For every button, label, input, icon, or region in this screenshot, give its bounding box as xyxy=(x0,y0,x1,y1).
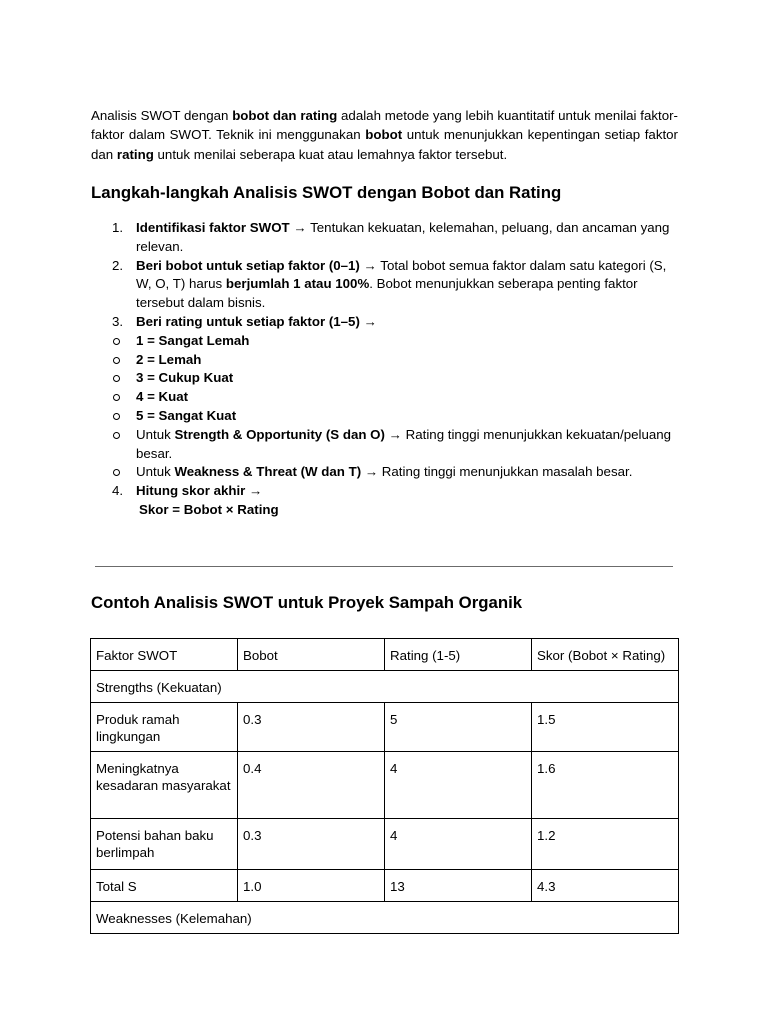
rating-scale-label: 4 = Kuat xyxy=(136,389,189,405)
step-text: → xyxy=(245,483,263,499)
score-cell: 1.5 xyxy=(532,703,679,752)
rating-scale-label: 5 = Sangat Kuat xyxy=(136,407,237,423)
steps-heading: Langkah-langkah Analisis SWOT dengan Bobot dan Rating xyxy=(91,183,562,202)
score-formula: Skor = Bobot × Rating xyxy=(139,501,279,517)
step-item xyxy=(91,482,681,520)
intro-text-3: untuk menunjukkan kepentingan setiap faktor dan xyxy=(91,127,678,162)
intro-text-4: untuk menilai seberapa kuat atau lemahnya faktor tersebut. xyxy=(153,146,508,162)
step-bold: Hitung skor akhir xyxy=(136,483,246,499)
weight-cell: 1.0 xyxy=(238,870,385,902)
step-text-2: . Bobot menunjukkan seberapa penting faktor tersebut dalam bisnis. xyxy=(136,276,638,311)
rating-scale-label: 3 = Cukup Kuat xyxy=(136,370,234,386)
step-bold: Beri bobot untuk setiap faktor (0–1) xyxy=(136,257,360,273)
rating-cell: 4 xyxy=(385,819,532,870)
section-row-strengths xyxy=(91,671,679,703)
intro-bold-1: bobot dan rating xyxy=(232,108,338,123)
rating-scale-label: 2 = Lemah xyxy=(136,351,202,367)
header-cell: Skor (Bobot × Rating) xyxy=(532,639,679,671)
step-number: 4. xyxy=(112,483,124,499)
table-row xyxy=(91,752,679,819)
intro-paragraph xyxy=(91,106,678,164)
rating-note-item xyxy=(91,463,681,482)
step-number: 3. xyxy=(112,313,124,329)
swot-table xyxy=(90,638,679,934)
factor-cell: Potensi bahan baku berlimpah xyxy=(91,819,238,870)
rating-note-bold: Weakness & Threat (W dan T) xyxy=(174,464,362,480)
table-row xyxy=(91,703,679,752)
score-cell: 4.3 xyxy=(532,870,679,902)
table-row xyxy=(91,819,679,870)
hollow-bullet-icon xyxy=(113,413,120,420)
header-cell: Faktor SWOT xyxy=(91,639,238,671)
weight-cell: 0.3 xyxy=(238,703,385,752)
step-bold: Identifikasi faktor SWOT xyxy=(136,220,290,235)
rating-scale-item xyxy=(91,407,681,426)
intro-text-2: adalah metode yang lebih kuantitatif untuk menilai faktor-faktor dalam SWOT. Teknik ini menggunakan xyxy=(91,108,678,143)
factor-cell: Total S xyxy=(91,870,238,902)
factor-cell: Meningkatnya kesadaran masyarakat xyxy=(91,752,238,819)
rating-note-bold: Strength & Opportunity (S dan O) xyxy=(174,426,385,442)
rating-scale-item xyxy=(91,351,681,370)
horizontal-divider xyxy=(95,566,673,567)
header-cell: Bobot xyxy=(238,639,385,671)
total-row xyxy=(91,870,679,902)
rating-cell: 4 xyxy=(385,752,532,819)
rating-note-pre: Untuk xyxy=(136,426,175,442)
score-cell: 1.2 xyxy=(532,819,679,870)
hollow-bullet-icon xyxy=(113,357,120,364)
rating-note-pre: Untuk xyxy=(136,464,175,480)
step-item xyxy=(91,219,681,257)
section-row-weaknesses xyxy=(91,902,679,934)
step-bold-2: berjumlah 1 atau 100% xyxy=(225,276,370,292)
rating-cell: 13 xyxy=(385,870,532,902)
hollow-bullet-icon xyxy=(113,338,120,345)
example-heading: Contoh Analisis SWOT untuk Proyek Sampah Organik xyxy=(91,593,523,612)
rating-note-item xyxy=(91,426,681,464)
rating-scale-item xyxy=(91,388,681,407)
step-number: 2. xyxy=(112,257,124,273)
hollow-bullet-icon xyxy=(113,375,120,382)
hollow-bullet-icon xyxy=(113,432,120,439)
steps-list xyxy=(91,219,681,520)
step-item xyxy=(91,313,681,332)
rating-scale-item xyxy=(91,332,681,351)
section-label: Weaknesses (Kelemahan) xyxy=(91,902,679,934)
rating-note-post: → Rating tinggi menunjukkan masalah besar. xyxy=(361,464,633,480)
hollow-bullet-icon xyxy=(113,469,120,476)
rating-cell: 5 xyxy=(385,703,532,752)
intro-bold-2: bobot xyxy=(365,127,403,143)
step-item xyxy=(91,257,681,313)
header-cell: Rating (1-5) xyxy=(385,639,532,671)
factor-cell: Produk ramah lingkungan xyxy=(91,703,238,752)
weight-cell: 0.4 xyxy=(238,752,385,819)
intro-bold-3: rating xyxy=(116,146,154,162)
step-number: 1. xyxy=(112,220,124,235)
hollow-bullet-icon xyxy=(113,394,120,401)
weight-cell: 0.3 xyxy=(238,819,385,870)
step-text: → xyxy=(359,313,377,329)
rating-scale-item xyxy=(91,369,681,388)
step-text: → Tentukan kekuatan, kelemahan, peluang, dan ancaman yang relevan. xyxy=(136,220,670,254)
intro-text-1: Analisis SWOT dengan xyxy=(91,108,233,123)
table-header-row xyxy=(91,639,679,671)
rating-scale-label: 1 = Sangat Lemah xyxy=(136,332,250,348)
rating-note-post: → Rating tinggi menunjukkan kekuatan/peluang besar. xyxy=(136,426,672,461)
step-bold: Beri rating untuk setiap faktor (1–5) xyxy=(136,313,360,329)
score-cell: 1.6 xyxy=(532,752,679,819)
section-label: Strengths (Kekuatan) xyxy=(91,671,679,703)
step-text: → Total bobot semua faktor dalam satu kategori (S, W, O, T) harus xyxy=(136,257,667,292)
